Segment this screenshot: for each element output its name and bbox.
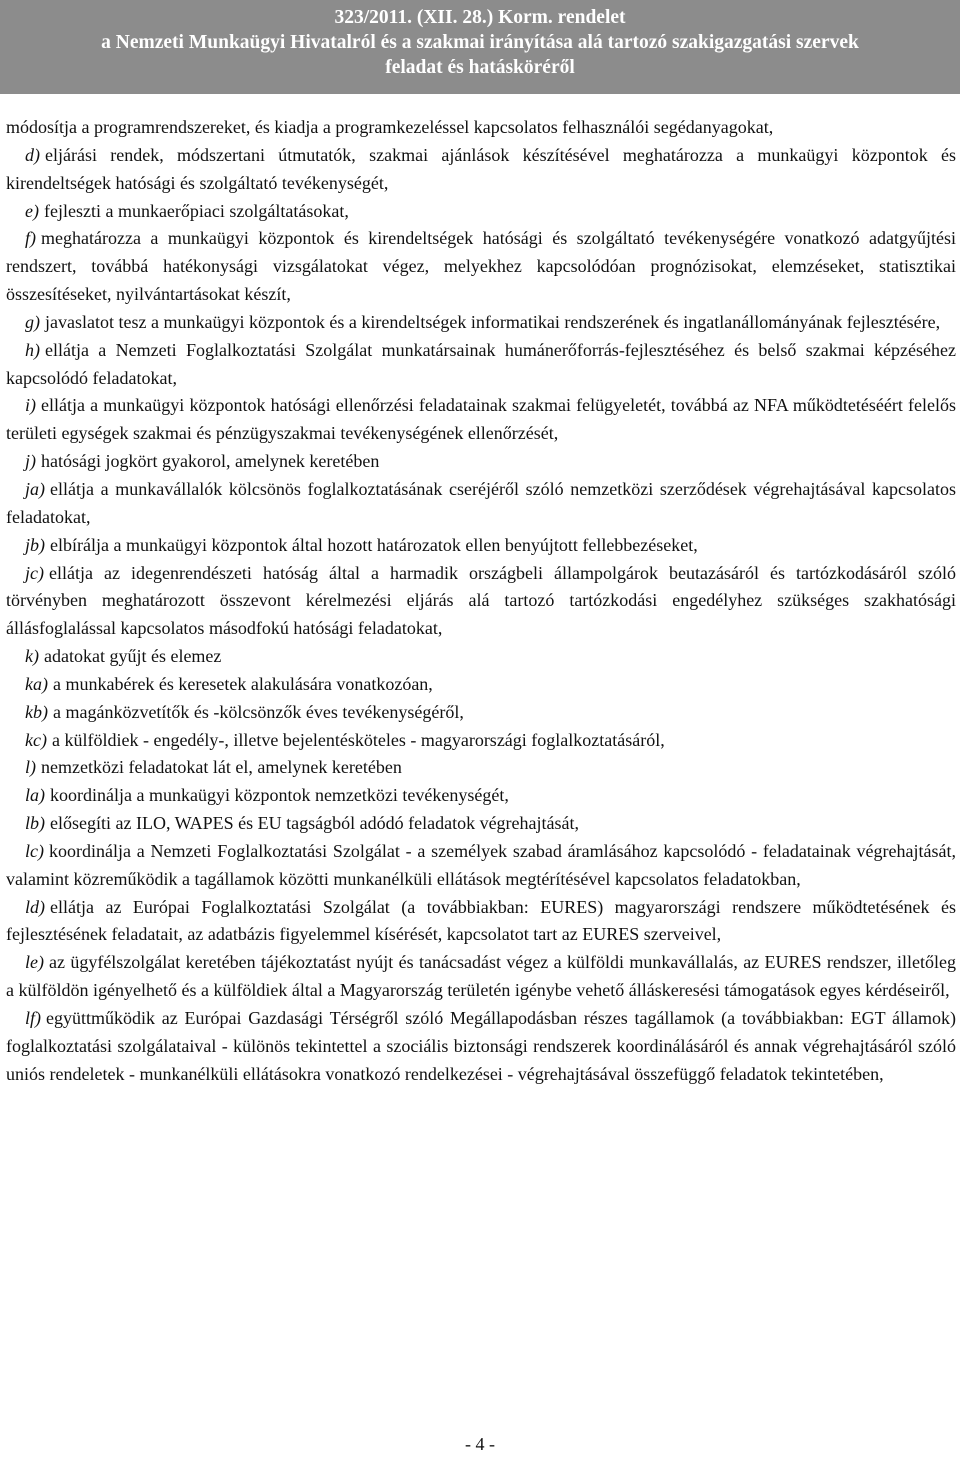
list-item <box>6 754 956 782</box>
item-marker: jb) <box>25 534 45 555</box>
item-marker: e) <box>25 200 39 221</box>
list-item <box>6 476 956 532</box>
item-text: módosítja a programrendszereket, és kiadja a programkezeléssel kapcsolatos felhasználói segédanyagokat, <box>6 117 774 137</box>
item-text: ellátja a munkaügyi központok hatósági ellenőrzési feladatainak szakmai felügyeletét, továbbá az NFA működtetéséért felelős területi egységek szakmai és pénzügyszakmai tevékenységének ellenőrzését, <box>6 395 956 444</box>
item-marker: j) <box>25 451 36 472</box>
page-number: - 4 - <box>465 1434 495 1454</box>
item-marker: lf) <box>25 1008 41 1028</box>
list-item <box>6 337 956 393</box>
list-item <box>6 643 956 671</box>
list-item <box>6 448 956 476</box>
document-header <box>0 0 960 94</box>
document-body <box>6 114 956 1089</box>
list-item <box>6 1005 956 1089</box>
item-marker: ka) <box>25 673 48 694</box>
list-item <box>6 894 956 950</box>
item-text: koordinálja a munkaügyi központok nemzetközi tevékenységét, <box>50 785 509 806</box>
item-marker: d) <box>25 144 40 165</box>
list-item <box>6 560 956 644</box>
item-marker: k) <box>25 646 39 667</box>
list-item <box>6 671 956 699</box>
list-item <box>6 782 956 810</box>
item-text: az ügyfélszolgálat keretében tájékoztatást nyújt és tanácsadást végez a külföldi munkavállalás, az EURES rendszer, illetőleg a külföldön igényelhető és a külföldiek által a Magyarország területén igénybe vehető álláskeresési támogatások egyes kérdéseiről, <box>6 952 956 1001</box>
item-marker: lb) <box>25 813 45 834</box>
item-marker: jc) <box>25 562 44 583</box>
header-regulation-subject: a Nemzeti Munkaügyi Hivatalról és a szakmai irányítása alá tartozó szakigazgatási szervek <box>101 32 859 53</box>
list-item <box>6 392 956 448</box>
item-text: elbírálja a munkaügyi központok által hozott határozatok ellen benyújtott fellebbezéseket, <box>50 534 698 555</box>
item-text: együttműködik az Európai Gazdasági Térségről szóló Megállapodásban részes tagállamok (a továbbiakban: EGT államok) foglalkoztatási szolgálataival - különös tekintettel a szociális biztonsági rendszerek koordinálásáról és annak végrehajtásáról szóló uniós rendeletek - munkanélküli ellátásokra vonatkozó rendelkezései - végrehajtásával összefüggő feladatok tekintetében, <box>6 1008 956 1084</box>
list-item <box>6 810 956 838</box>
list-item <box>6 309 956 337</box>
item-text: adatokat gyűjt és elemez <box>43 646 222 667</box>
item-text: a külföldiek - engedély-, illetve bejelentésköteles - magyarországi foglalkoztatásáról, <box>51 729 665 750</box>
item-marker: ja) <box>25 478 45 499</box>
list-item <box>6 225 956 309</box>
header-regulation-title: 323/2011. (XII. 28.) Korm. rendelet <box>334 7 626 28</box>
list-item <box>6 532 956 560</box>
item-marker: g) <box>25 311 40 332</box>
list-item <box>6 198 956 226</box>
list-item <box>6 142 956 198</box>
list-item <box>6 838 956 894</box>
item-text: ellátja a munkavállalók kölcsönös foglalkoztatásának cseréjéről szóló nemzetközi szerződések végrehajtásával kapcsolatos feladatokat, <box>6 478 956 527</box>
item-text: ellátja a Nemzeti Foglalkoztatási Szolgálat munkatársainak humánerőforrás-fejlesztéséhez és belső szakmai képzéséhez kapcsolódó feladatokat, <box>6 339 956 388</box>
list-item <box>6 949 956 1005</box>
item-text: elősegíti az ILO, WAPES és EU tagságból adódó feladatok végrehajtását, <box>50 813 580 834</box>
item-text: meghatározza a munkaügyi központok és kirendeltségek hatósági és szolgáltató tevékenységére vonatkozó adatgyűjtési rendszert, továbbá hatékonysági vizsgálatokat végez, melyekhez kapcsolódóan prognózisokat, elemzéseket, statisztikai összesítéseket, nyilvántartásokat készít, <box>6 228 956 305</box>
item-marker: lc) <box>25 840 44 861</box>
item-text: hatósági jogkört gyakorol, amelynek keretében <box>41 451 380 472</box>
item-marker: kb) <box>25 701 48 722</box>
item-text: ellátja az Európai Foglalkoztatási Szolgálat (a továbbiakban: EURES) magyarországi rendszere működtetésének és fejlesztésének feladatait, az adatbázis figyelemmel kísérését, kapcsolatot tart az EURES szerveivel, <box>6 896 956 945</box>
item-text: ellátja az idegenrendészeti hatóság által a harmadik országbeli állampolgárok beutazásáról és tartózkodásáról szóló törvényben meghatározott összevont kérelmezési eljárás alá tartozó tartózkodási engedélyhez szükséges szakhatósági állásfoglalással kapcsolatos másodfokú hatósági feladatokat, <box>6 562 956 639</box>
item-text: fejleszti a munkaerőpiaci szolgáltatásokat, <box>43 200 349 221</box>
list-item <box>6 727 956 755</box>
list-item <box>6 699 956 727</box>
header-regulation-subject-cont: feladat és hatásköréről <box>385 57 575 78</box>
item-marker: l) <box>25 757 36 778</box>
item-text: a munkabérek és keresetek alakulására vonatkozóan, <box>52 673 433 694</box>
item-marker: h) <box>25 339 40 360</box>
item-marker: i) <box>25 395 36 416</box>
item-marker: kc) <box>25 729 47 750</box>
item-text: a magánközvetítők és -kölcsönzők éves tevékenységéről, <box>52 701 464 722</box>
item-text: eljárási rendek, módszertani útmutatók, szakmai ajánlások készítésével meghatározza a munkaügyi központok és kirendeltségek hatósági és szolgáltató tevékenységét, <box>6 144 956 193</box>
item-marker: la) <box>25 785 45 806</box>
item-text: nemzetközi feladatokat lát el, amelynek keretében <box>41 757 402 778</box>
item-marker: le) <box>25 952 44 973</box>
item-text: koordinálja a Nemzeti Foglalkoztatási Szolgálat - a személyek szabad áramlásához kapcsolódó - feladatainak végrehajtását, valamint közreműködik a tagállamok közötti munkanélküli ellátások megtérítésével kapcsolatos feladatokban, <box>6 840 956 889</box>
item-marker: ld) <box>25 896 45 917</box>
item-marker: f) <box>25 228 36 249</box>
item-text: javaslatot tesz a munkaügyi központok és a kirendeltségek informatikai rendszerének és ingatlanállományának fejlesztésére, <box>45 311 941 332</box>
list-item <box>6 114 956 142</box>
